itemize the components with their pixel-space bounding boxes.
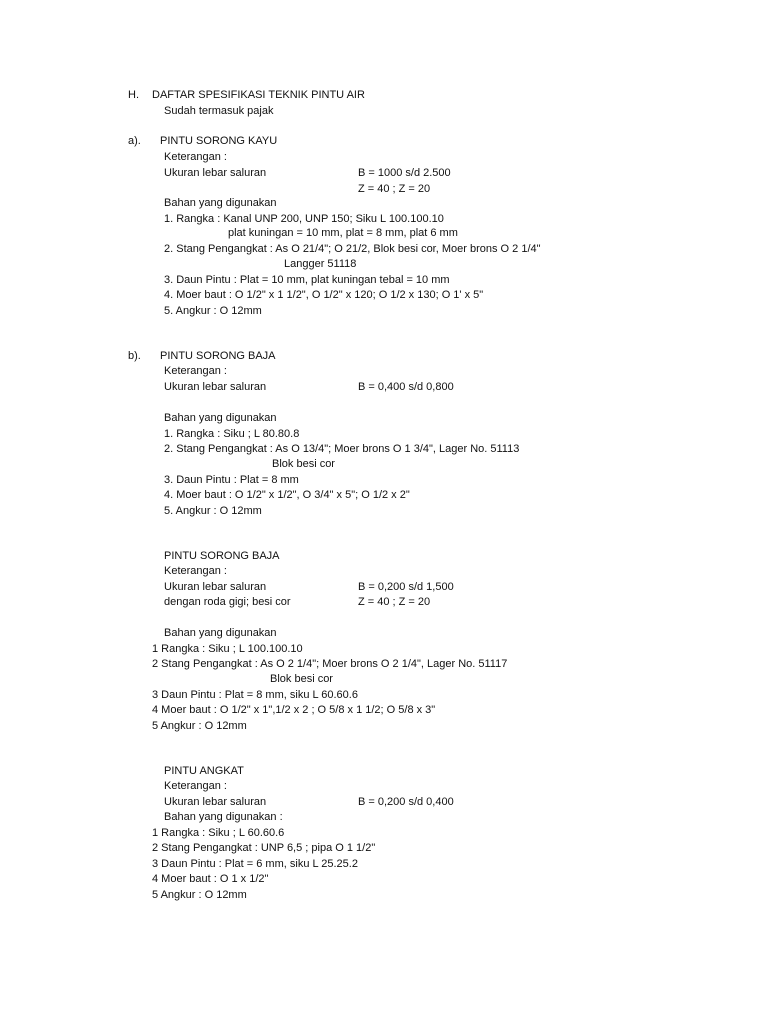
section-d-item: 3 Daun Pintu : Plat = 6 mm, siku L 25.25.2 xyxy=(152,858,358,870)
section-a-item: 3. Daun Pintu : Plat = 10 mm, plat kuningan tebal = 10 mm xyxy=(164,274,450,286)
section-c-item: 5 Angkur : O 12mm xyxy=(152,720,247,732)
document-title: DAFTAR SPESIFIKASI TEKNIK PINTU AIR xyxy=(152,89,365,101)
section-b-keterangan: Keterangan : xyxy=(164,365,227,377)
section-b-ukuran-label: Ukuran lebar saluran xyxy=(164,381,267,393)
section-c-roda: dengan roda gigi; besi cor xyxy=(164,596,291,608)
section-c-title: PINTU SORONG BAJA xyxy=(164,550,280,562)
section-a-item: 2. Stang Pengangkat : As O 21/4"; O 21/2, Blok besi cor, Moer brons O 2 1/4" xyxy=(164,243,541,255)
section-d-ukuran-value: B = 0,200 s/d 0,400 xyxy=(358,796,454,808)
section-c-bahan: Bahan yang digunakan xyxy=(164,627,277,639)
section-a-item: plat kuningan = 10 mm, plat = 8 mm, plat 6 mm xyxy=(228,227,458,239)
section-b-item: 4. Moer baut : O 1/2" x 1/2", O 3/4" x 5"; O 1/2 x 2" xyxy=(164,489,410,501)
section-a-item: 4. Moer baut : O 1/2" x 1 1/2", O 1/2" x 120; O 1/2 x 130; O 1' x 5" xyxy=(164,289,484,301)
section-c-keterangan: Keterangan : xyxy=(164,565,227,577)
section-a-item: 1. Rangka : Kanal UNP 200, UNP 150; Siku L 100.100.10 xyxy=(164,213,444,225)
section-b-label: b). xyxy=(128,350,141,362)
tax-note: Sudah termasuk pajak xyxy=(164,105,274,117)
section-b-bahan: Bahan yang digunakan xyxy=(164,412,277,424)
section-d-title: PINTU ANGKAT xyxy=(164,765,244,777)
section-a-title: PINTU SORONG KAYU xyxy=(160,135,278,147)
section-d-ukuran-label: Ukuran lebar saluran xyxy=(164,796,267,808)
section-a-ukuran-value: B = 1000 s/d 2.500 xyxy=(358,167,451,179)
section-d-item: 4 Moer baut : O 1 x 1/2" xyxy=(152,873,269,885)
section-b-title: PINTU SORONG BAJA xyxy=(160,350,276,362)
section-d-item: 5 Angkur : O 12mm xyxy=(152,889,247,901)
section-a-ukuran-label: Ukuran lebar saluran xyxy=(164,167,267,179)
section-c-item: 2 Stang Pengangkat : As O 2 1/4"; Moer brons O 2 1/4", Lager No. 51117 xyxy=(152,658,508,670)
section-c-item: 3 Daun Pintu : Plat = 8 mm, siku L 60.60.6 xyxy=(152,689,358,701)
section-d-bahan: Bahan yang digunakan : xyxy=(164,811,283,823)
section-c-z-value: Z = 40 ; Z = 20 xyxy=(358,596,431,608)
section-d-keterangan: Keterangan : xyxy=(164,780,227,792)
section-d-item: 2 Stang Pengangkat : UNP 6,5 ; pipa O 1 1/2" xyxy=(152,842,376,854)
section-a-label: a). xyxy=(128,135,141,147)
section-c-item: 4 Moer baut : O 1/2" x 1",1/2 x 2 ; O 5/8 x 1 1/2; O 5/8 x 3" xyxy=(152,704,436,716)
section-number: H. xyxy=(128,89,139,101)
section-c-item: Blok besi cor xyxy=(270,673,333,685)
section-d-item: 1 Rangka : Siku ; L 60.60.6 xyxy=(152,827,285,839)
section-b-item: 1. Rangka : Siku ; L 80.80.8 xyxy=(164,428,300,440)
section-a-item: 5. Angkur : O 12mm xyxy=(164,305,262,317)
section-a-z-value: Z = 40 ; Z = 20 xyxy=(358,183,431,195)
section-a-bahan: Bahan yang digunakan xyxy=(164,197,277,209)
section-a-keterangan: Keterangan : xyxy=(164,151,227,163)
section-b-ukuran-value: B = 0,400 s/d 0,800 xyxy=(358,381,454,393)
section-b-item: Blok besi cor xyxy=(272,458,335,470)
section-b-item: 5. Angkur : O 12mm xyxy=(164,505,262,517)
section-b-item: 2. Stang Pengangkat : As O 13/4"; Moer brons O 1 3/4", Lager No. 51113 xyxy=(164,443,520,455)
section-c-item: 1 Rangka : Siku ; L 100.100.10 xyxy=(152,643,303,655)
section-a-item: Langger 51118 xyxy=(284,258,357,270)
section-c-ukuran-label: Ukuran lebar saluran xyxy=(164,581,267,593)
section-b-item: 3. Daun Pintu : Plat = 8 mm xyxy=(164,474,299,486)
section-c-ukuran-value: B = 0,200 s/d 1,500 xyxy=(358,581,454,593)
